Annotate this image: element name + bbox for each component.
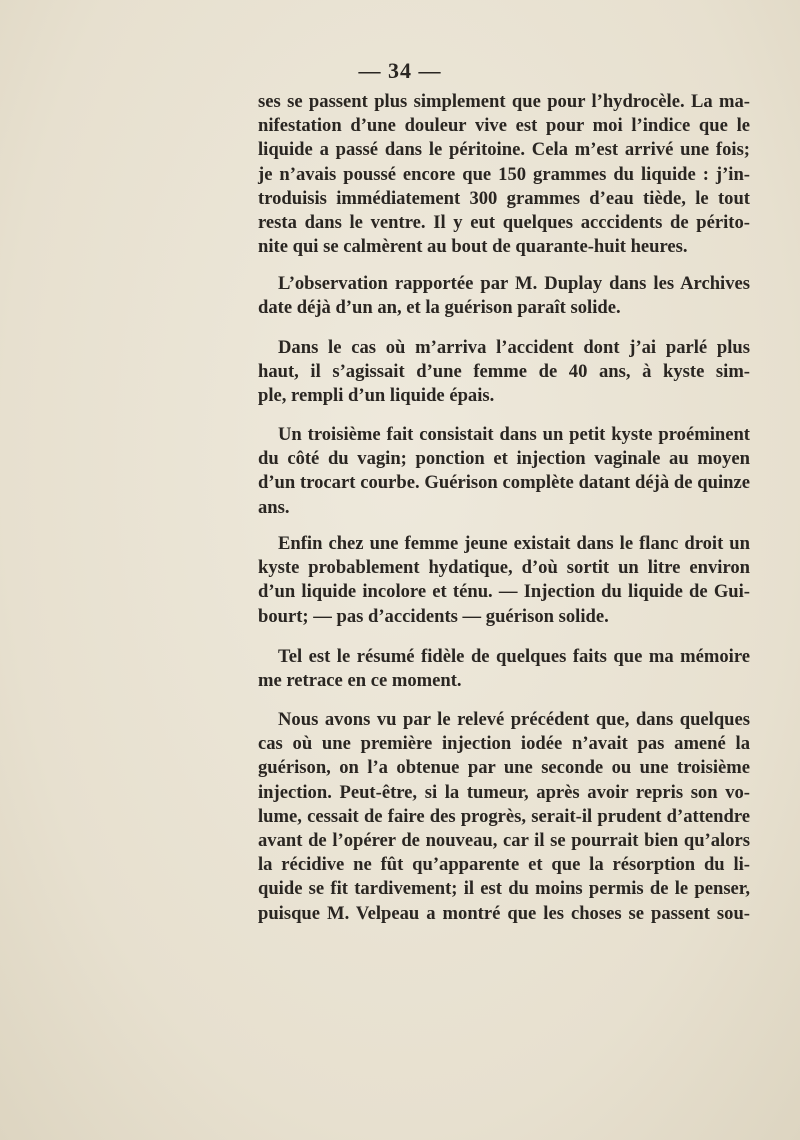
text-line: Un troisième fait consistait dans un petit kyste proéminent bbox=[278, 424, 750, 445]
text-line: resta dans le ventre. Il y eut quelques acccidents de périto- bbox=[258, 212, 750, 234]
paragraph-3 bbox=[258, 336, 750, 409]
text-line: Enfin chez une femme jeune existait dans le flanc droit un bbox=[278, 533, 750, 554]
text-line: lume, cessait de faire des progrès, serait-il prudent d’attendre bbox=[258, 805, 750, 827]
text-line: Tel est le résumé fidèle de quelques faits que ma mémoire bbox=[278, 646, 750, 667]
text-line: date déjà d’un an, et la guérison paraît solide. bbox=[258, 297, 621, 319]
text-line: Dans le cas où m’arriva l’accident dont j’ai parlé plus bbox=[278, 337, 750, 358]
text-line: me retrace en ce moment. bbox=[258, 670, 462, 692]
text-line: nite qui se calmèrent au bout de quarante-huit heures. bbox=[258, 236, 688, 258]
text-line: L’observation rapportée par M. Duplay dans les Archives bbox=[278, 273, 750, 294]
text-line: d’un liquide incolore et ténu. — Injection du liquide de Gui- bbox=[258, 581, 750, 603]
text-line: liquide a passé dans le péritoine. Cela m’est arrivé une fois; bbox=[258, 139, 750, 161]
text-line: haut, il s’agissait d’une femme de 40 ans, à kyste sim- bbox=[258, 361, 750, 383]
text-line: la récidive ne fût qu’apparente et que la résorption du li- bbox=[258, 854, 750, 876]
text-line: guérison, on l’a obtenue par une seconde ou une troisième bbox=[258, 757, 750, 779]
text-line: kyste probablement hydatique, d’où sortit un litre environ bbox=[258, 557, 750, 579]
paragraph-2 bbox=[258, 272, 750, 320]
text-line: d’un trocart courbe. Guérison complète datant déjà de quinze bbox=[258, 472, 750, 494]
text-line: quide se fit tardivement; il est du moins permis de le penser, bbox=[258, 878, 750, 900]
paragraph-6 bbox=[258, 645, 750, 693]
text-line: cas où une première injection iodée n’avait pas amené la bbox=[258, 733, 750, 755]
text-line: avant de l’opérer de nouveau, car il se pourrait bien qu’alors bbox=[258, 830, 750, 852]
text-line: puisque M. Velpeau a montré que les choses se passent sou- bbox=[258, 902, 750, 924]
text-line: Nous avons vu par le relevé précédent que, dans quelques bbox=[278, 709, 750, 730]
text-line: nifestation d’une douleur vive est pour moi l’indice que le bbox=[258, 115, 750, 137]
text-line: ans. bbox=[258, 496, 290, 518]
text-line: je n’avais poussé encore que 150 grammes du liquide : j’in- bbox=[258, 163, 750, 185]
text-line: du côté du vagin; ponction et injection vaginale au moyen bbox=[258, 448, 750, 470]
page-number: — 34 — bbox=[358, 58, 442, 83]
paragraph-5 bbox=[258, 532, 750, 629]
text-line: ple, rempli d’un liquide épais. bbox=[258, 385, 495, 407]
text-line: troduisis immédiatement 300 grammes d’eau tiède, le tout bbox=[258, 187, 750, 209]
paragraph-4 bbox=[258, 423, 750, 520]
text-line: injection. Peut-être, si la tumeur, après avoir repris son vo- bbox=[258, 781, 750, 803]
text-line: bourt; — pas d’accidents — guérison solide. bbox=[258, 605, 609, 627]
paragraph-1 bbox=[258, 90, 750, 259]
text-line: ses se passent plus simplement que pour l’hydrocèle. La ma- bbox=[258, 91, 750, 112]
paragraph-7 bbox=[258, 708, 750, 926]
